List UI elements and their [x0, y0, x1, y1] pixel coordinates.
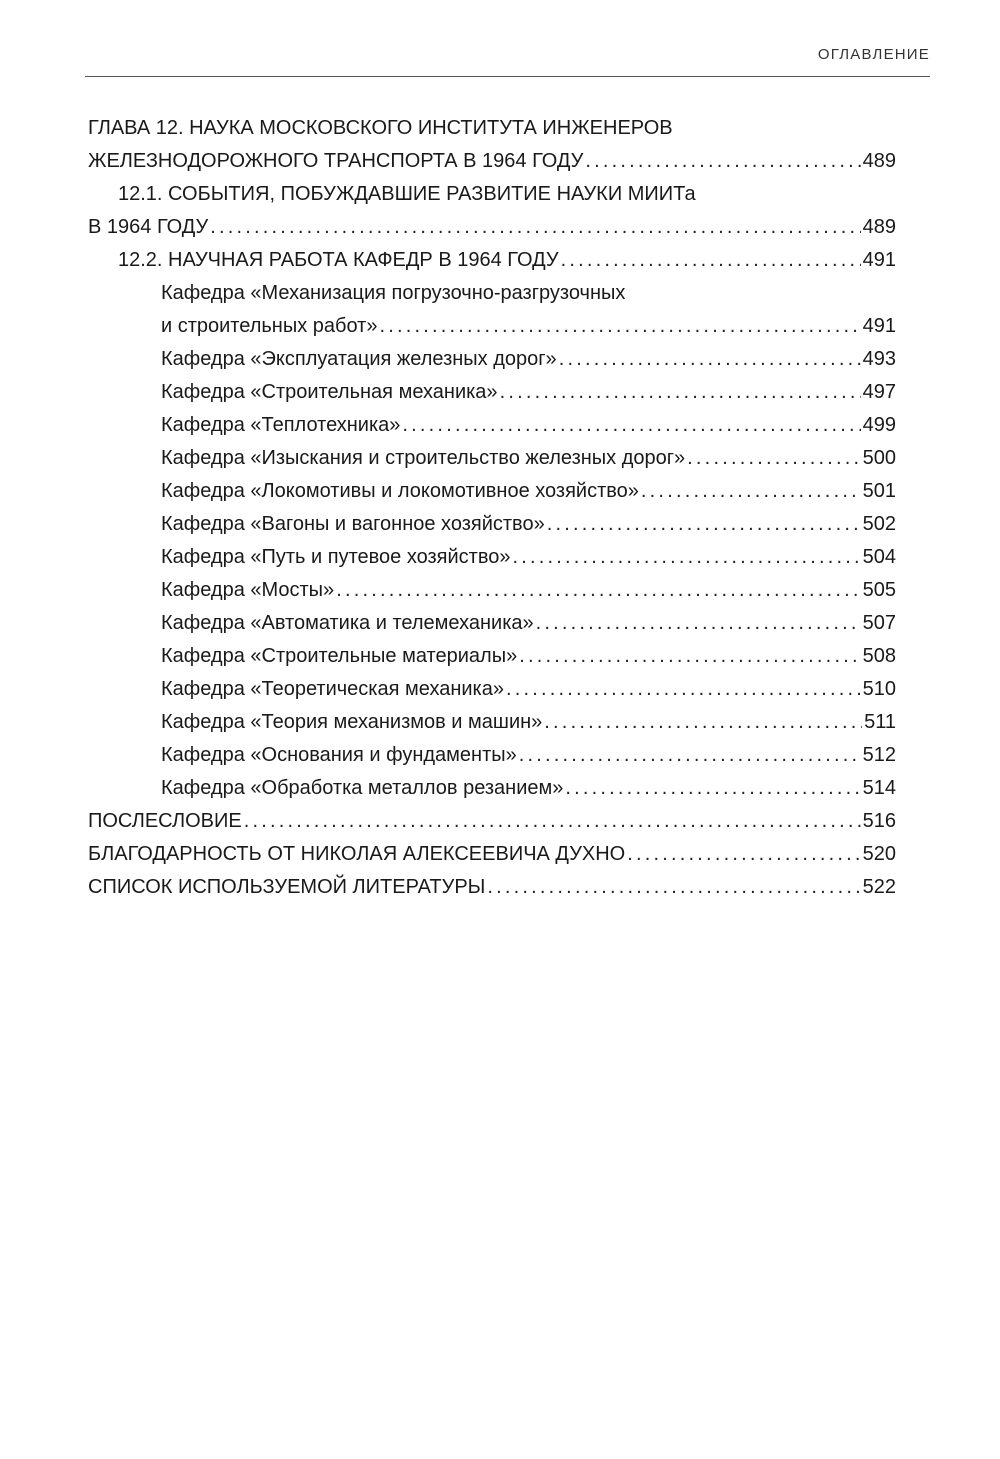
toc-back-matter-entry[interactable] — [88, 871, 896, 904]
dot-leader — [544, 706, 862, 739]
toc-entry-title: Кафедра «Вагоны и вагонное хозяйство» — [161, 513, 545, 535]
toc-page-number: 491 — [862, 249, 896, 271]
dot-leader — [627, 838, 860, 871]
toc-entry[interactable] — [88, 640, 896, 673]
toc-page-number: 512 — [862, 744, 896, 766]
header-rule — [85, 76, 930, 77]
toc-entry-title: ГЛАВА 12. НАУКА МОСКОВСКОГО ИНСТИТУТА ИНЖЕНЕРОВ — [88, 117, 673, 139]
toc-page-number: 514 — [862, 777, 896, 799]
toc-page-number: 520 — [862, 843, 896, 865]
dot-leader — [519, 739, 861, 772]
dot-leader — [487, 871, 860, 904]
toc-section-12-1-line1[interactable] — [88, 178, 896, 211]
toc-entry[interactable] — [88, 409, 896, 442]
table-of-contents — [88, 112, 896, 904]
toc-entry-title: БЛАГОДАРНОСТЬ ОТ НИКОЛАЯ АЛЕКСЕЕВИЧА ДУХНО — [88, 843, 626, 865]
toc-entry[interactable] — [88, 607, 896, 640]
toc-entry-title: 12.2. НАУЧНАЯ РАБОТА КАФЕДР В 1964 ГОДУ — [118, 249, 559, 271]
toc-entry-title: Кафедра «Теоретическая механика» — [161, 678, 504, 700]
toc-page-number: 497 — [862, 381, 896, 403]
toc-page-number: 522 — [862, 876, 896, 898]
toc-back-matter-entry[interactable] — [88, 838, 896, 871]
toc-entry-title: Кафедра «Обработка металлов резанием» — [161, 777, 564, 799]
toc-entry[interactable] — [88, 475, 896, 508]
dot-leader — [559, 343, 861, 376]
toc-entry-title: ЖЕЛЕЗНОДОРОЖНОГО ТРАНСПОРТА В 1964 ГОДУ — [88, 150, 584, 172]
toc-dept-mechanization-line2[interactable] — [88, 310, 896, 343]
toc-entry-title: Кафедра «Теплотехника» — [161, 414, 401, 436]
toc-entry-title: Кафедра «Эксплуатация железных дорог» — [161, 348, 557, 370]
dot-leader — [379, 310, 860, 343]
toc-entry-title: Кафедра «Теория механизмов и машин» — [161, 711, 543, 733]
toc-page-number: 510 — [862, 678, 896, 700]
toc-entry[interactable] — [88, 376, 896, 409]
dot-leader — [547, 508, 861, 541]
dot-leader — [536, 607, 861, 640]
dot-leader — [244, 805, 861, 838]
dot-leader — [210, 211, 860, 244]
toc-entry[interactable] — [88, 442, 896, 475]
dot-leader — [402, 409, 860, 442]
toc-entry-title: Кафедра «Путь и путевое хозяйство» — [161, 546, 511, 568]
toc-page-number: 516 — [862, 810, 896, 832]
toc-entry-title: ПОСЛЕСЛОВИЕ — [88, 810, 242, 832]
toc-entry[interactable] — [88, 541, 896, 574]
toc-section-12-2[interactable] — [88, 244, 896, 277]
toc-entry-title: Кафедра «Мосты» — [161, 579, 335, 601]
toc-entry[interactable] — [88, 673, 896, 706]
toc-chapter-12-line2[interactable] — [88, 145, 896, 178]
toc-chapter-12-line1[interactable] — [88, 112, 896, 145]
dot-leader — [641, 475, 861, 508]
dot-leader — [565, 772, 860, 805]
toc-entry-title: и строительных работ» — [161, 315, 378, 337]
toc-page-number: 491 — [862, 315, 896, 337]
dot-leader — [336, 574, 860, 607]
dot-leader — [506, 673, 861, 706]
toc-entry-title: Кафедра «Основания и фундаменты» — [161, 744, 517, 766]
dot-leader — [585, 145, 860, 178]
toc-dept-mechanization-line1[interactable] — [88, 277, 896, 310]
toc-page-number: 501 — [862, 480, 896, 502]
toc-page-number: 500 — [862, 447, 896, 469]
running-head: ОГЛАВЛЕНИЕ — [817, 46, 930, 63]
toc-entry-title: В 1964 ГОДУ — [88, 216, 209, 238]
toc-entry[interactable] — [88, 772, 896, 805]
toc-entry-title: Кафедра «Автоматика и телемеханика» — [161, 612, 534, 634]
toc-entry[interactable] — [88, 706, 896, 739]
dot-leader — [687, 442, 860, 475]
toc-entry-title: СПИСОК ИСПОЛЬЗУЕМОЙ ЛИТЕРАТУРЫ — [88, 876, 486, 898]
toc-section-12-1-line2[interactable] — [88, 211, 896, 244]
toc-entry[interactable] — [88, 343, 896, 376]
toc-page-number: 499 — [862, 414, 896, 436]
dot-leader — [500, 376, 861, 409]
toc-back-matter-entry[interactable] — [88, 805, 896, 838]
toc-entry[interactable] — [88, 508, 896, 541]
toc-page-number: 505 — [862, 579, 896, 601]
dot-leader — [519, 640, 860, 673]
toc-entry[interactable] — [88, 739, 896, 772]
toc-page-number: 489 — [862, 216, 896, 238]
toc-page-number: 507 — [862, 612, 896, 634]
dot-leader — [561, 244, 861, 277]
toc-entry-title: Кафедра «Изыскания и строительство железных дорог» — [161, 447, 686, 469]
toc-entry-title: Кафедра «Строительная механика» — [161, 381, 498, 403]
toc-page-number: 489 — [862, 150, 896, 172]
toc-page-number: 502 — [862, 513, 896, 535]
toc-page-number: 511 — [864, 711, 896, 733]
toc-entry-title: Кафедра «Строительные материалы» — [161, 645, 518, 667]
toc-page-number: 508 — [862, 645, 896, 667]
dot-leader — [513, 541, 861, 574]
toc-page-number: 504 — [862, 546, 896, 568]
toc-page-number: 493 — [862, 348, 896, 370]
toc-entry[interactable] — [88, 574, 896, 607]
toc-entry-title: Кафедра «Механизация погрузочно-разгрузочных — [161, 282, 626, 304]
toc-entry-title: 12.1. СОБЫТИЯ, ПОБУЖДАВШИЕ РАЗВИТИЕ НАУКИ МИИТа — [118, 183, 696, 205]
toc-entry-title: Кафедра «Локомотивы и локомотивное хозяйство» — [161, 480, 639, 502]
